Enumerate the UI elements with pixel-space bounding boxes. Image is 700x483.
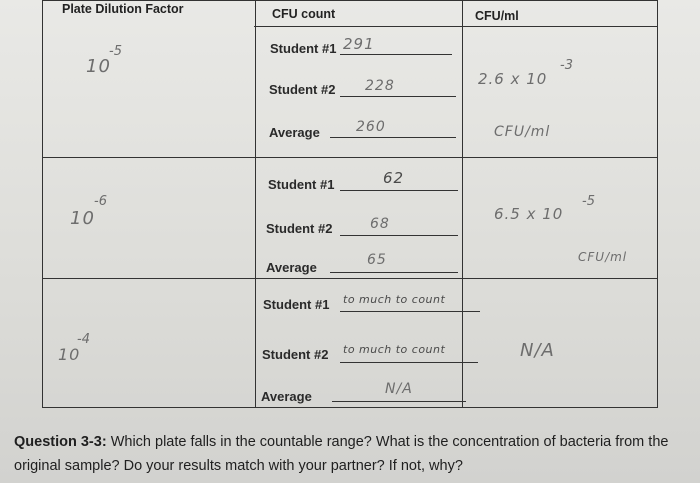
answer-line bbox=[330, 272, 458, 273]
student2-label: Student #2 bbox=[269, 82, 336, 97]
answer-line bbox=[340, 54, 452, 55]
cfu-ml-exponent: -5 bbox=[582, 194, 595, 209]
row-divider bbox=[43, 157, 657, 158]
question-text: Which plate falls in the countable range? What is the concentration of bacteria from the original sample? Do your results match with your partner? If not, why? bbox=[14, 434, 669, 474]
average-value: N/A bbox=[385, 381, 413, 397]
cfu-ml-value: 6.5 x 10 bbox=[494, 205, 564, 223]
cfu-ml-exponent: -3 bbox=[560, 58, 573, 73]
cfu-ml-unit: CFU/ml bbox=[494, 124, 551, 140]
dilution-exponent: -5 bbox=[109, 44, 122, 59]
average-label: Average bbox=[266, 260, 317, 275]
header-cfu-count: CFU count bbox=[272, 7, 336, 21]
header-underline bbox=[254, 26, 658, 27]
row-divider bbox=[43, 0, 657, 1]
dilution-value: 10 bbox=[58, 345, 81, 364]
student1-label: Student #1 bbox=[268, 177, 335, 192]
question-3-3 bbox=[14, 430, 694, 478]
question-label: Question 3-3: bbox=[14, 434, 107, 450]
dilution-exponent: -4 bbox=[77, 332, 90, 347]
answer-line bbox=[340, 311, 480, 312]
answer-line bbox=[340, 362, 478, 363]
header-dilution-factor: Plate Dilution Factor bbox=[62, 2, 184, 16]
column-divider bbox=[255, 0, 256, 407]
student2-value: 68 bbox=[370, 216, 390, 232]
header-cfu-ml: CFU/ml bbox=[475, 9, 519, 23]
row-divider bbox=[43, 278, 657, 279]
student2-label: Student #2 bbox=[262, 347, 329, 362]
cfu-ml-value: 2.6 x 10 bbox=[478, 70, 548, 88]
cfu-ml-unit: CFU/ml bbox=[578, 250, 628, 264]
student1-value: 291 bbox=[343, 35, 375, 53]
dilution-exponent: -6 bbox=[94, 194, 107, 209]
student1-value: 62 bbox=[383, 169, 405, 187]
student2-label: Student #2 bbox=[266, 221, 333, 236]
average-value: 65 bbox=[367, 252, 387, 268]
student1-value: to much to count bbox=[343, 293, 446, 306]
student2-value: 228 bbox=[365, 78, 395, 94]
dilution-value: 10 bbox=[86, 56, 111, 77]
student1-label: Student #1 bbox=[270, 41, 337, 56]
average-label: Average bbox=[261, 389, 312, 404]
average-value: 260 bbox=[356, 119, 386, 135]
answer-line bbox=[340, 235, 458, 236]
column-divider bbox=[462, 0, 463, 407]
dilution-value: 10 bbox=[70, 208, 95, 229]
answer-line bbox=[332, 401, 466, 402]
answer-line bbox=[340, 96, 456, 97]
student1-label: Student #1 bbox=[263, 297, 330, 312]
answer-line bbox=[330, 137, 456, 138]
average-label: Average bbox=[269, 125, 320, 140]
student2-value: to much to count bbox=[343, 343, 446, 356]
answer-line bbox=[340, 190, 458, 191]
cfu-ml-value: N/A bbox=[520, 340, 555, 361]
